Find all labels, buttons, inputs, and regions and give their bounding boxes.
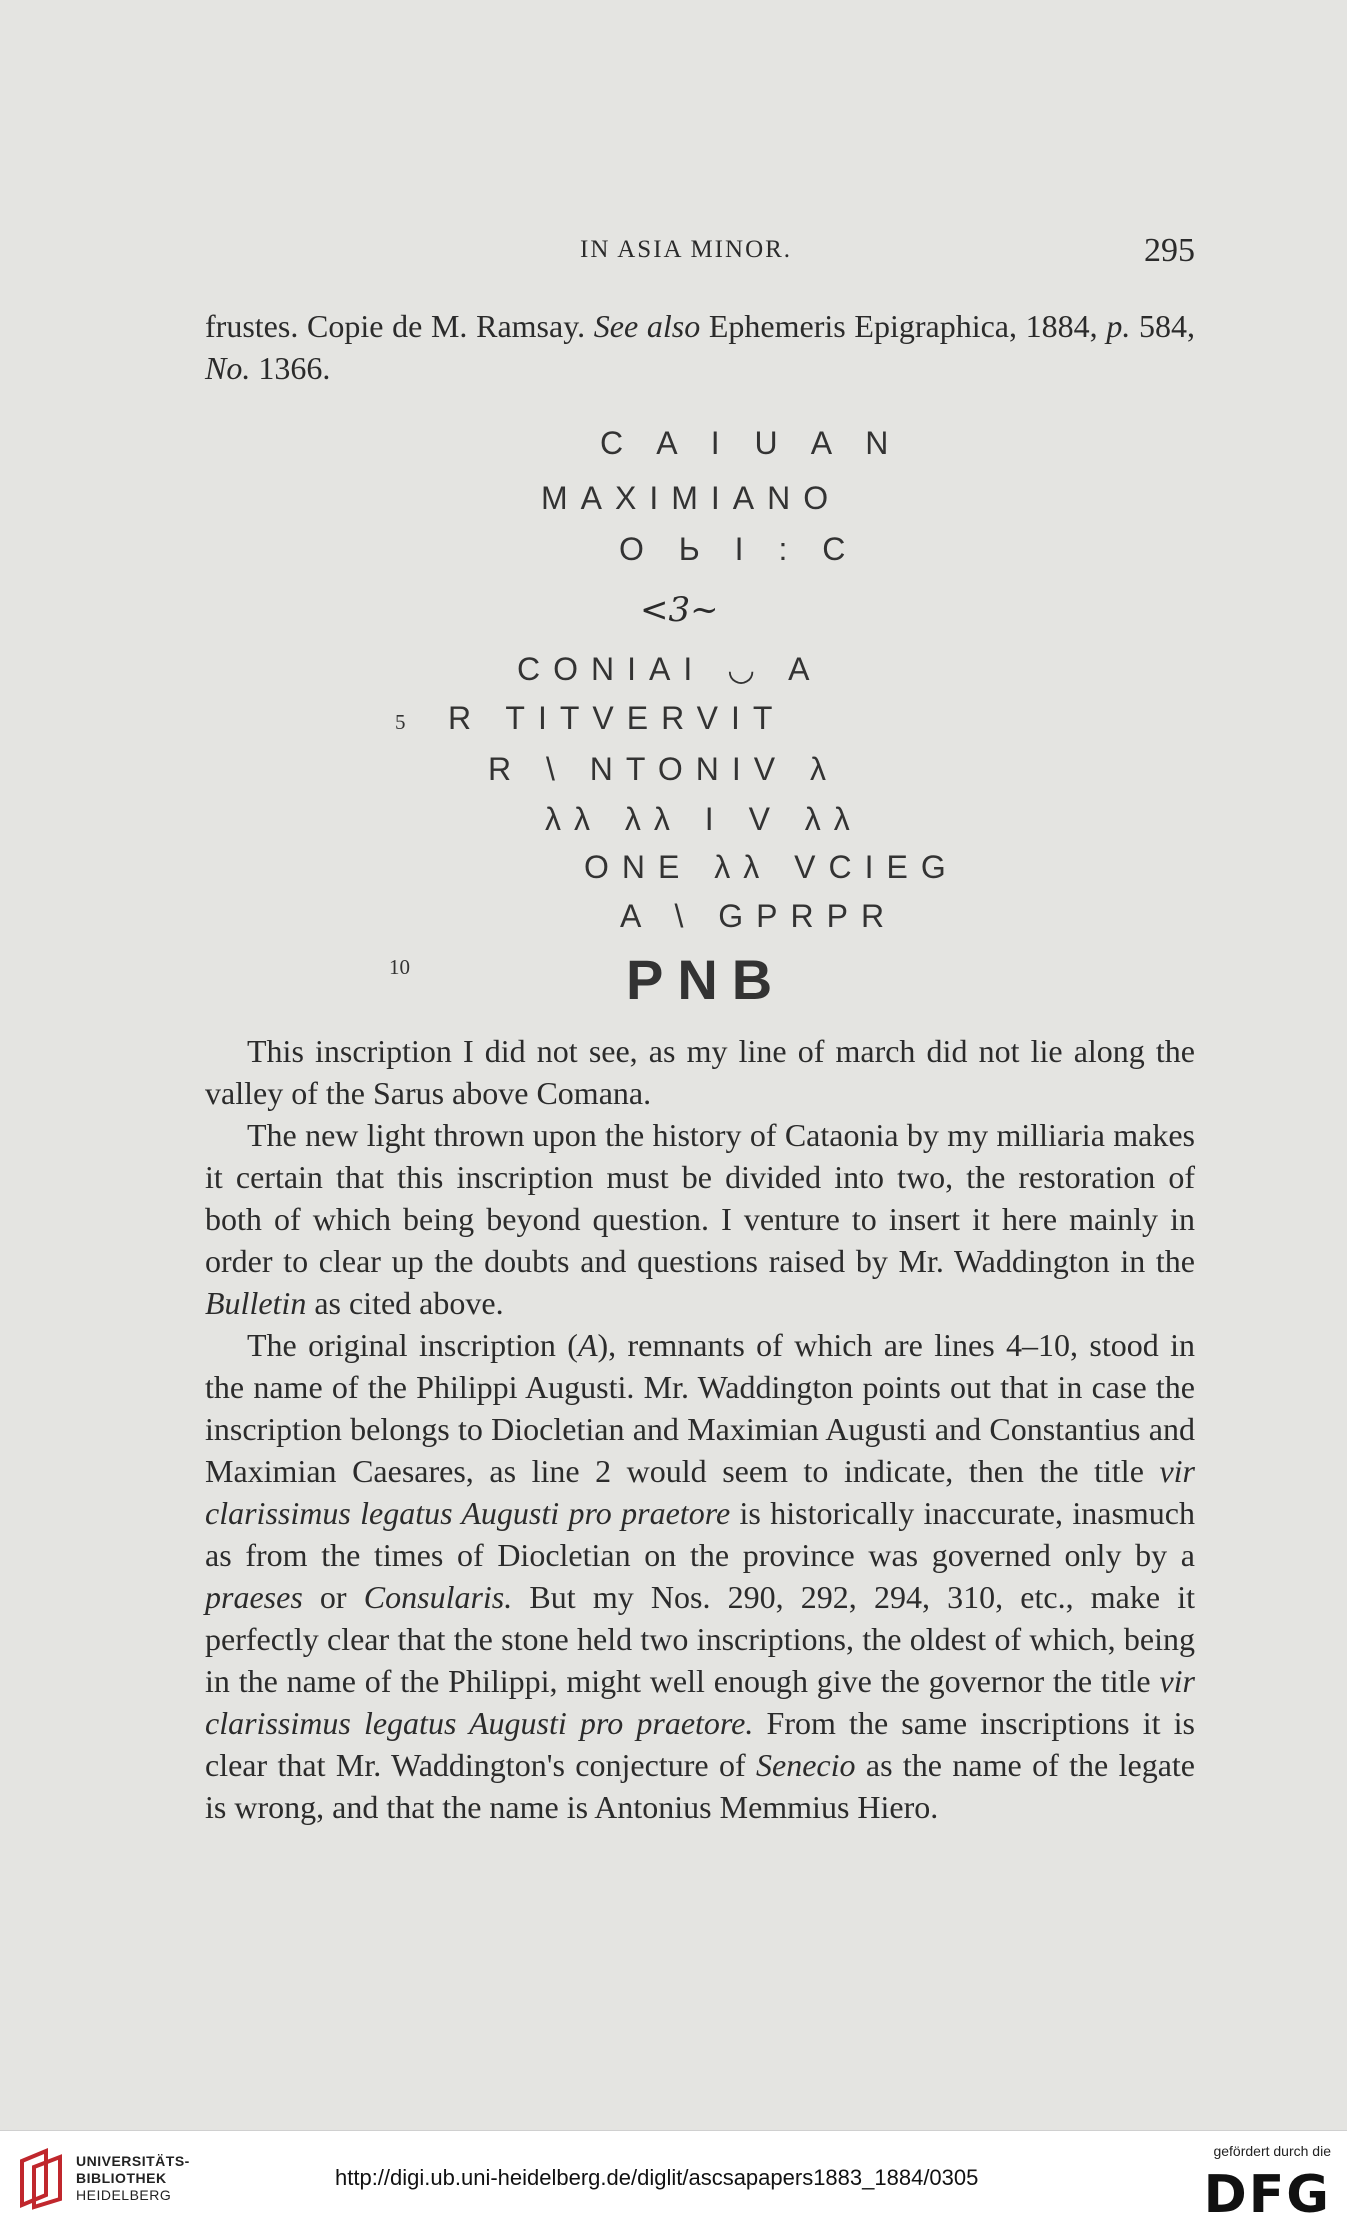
permalink-url[interactable]: http://digi.ub.uni-heidelberg.de/diglit/ascsapapers1883_1884/0305 (335, 2165, 979, 2190)
page-number: 295 (1144, 232, 1195, 269)
page-header (205, 232, 1195, 276)
inscription-line-10: PNB (626, 948, 787, 1011)
library-logo-icon (16, 2147, 68, 2211)
inscription-line-6: R \ NTONIV λ (488, 751, 839, 787)
dfg-logo: DFG (1203, 2165, 1331, 2225)
inscription-line-2: MAXIMIANO (541, 480, 842, 516)
ornament-icon: <3~ (640, 590, 719, 630)
paragraph-2: The new light thrown upon the history of Cataonia by my milliaria makes it certain that this inscription must be divided into two, the restoration of both of which being beyond question. I venture to insert it here mainly in order to clear up the doubts and questions raised by Mr. Waddington in the Bulletin as cited above. (205, 1117, 1195, 1321)
inscription-line-9: A \ GPRPR (620, 898, 898, 934)
inscription-line-1: C A I U A N (600, 425, 902, 461)
line-number-10: 10 (389, 955, 410, 979)
inscription-line-5: R TITVERVIT (448, 700, 786, 736)
line-number-5: 5 (395, 710, 406, 734)
inscription-line-4: CONIAI ◡ A (517, 651, 823, 687)
sponsor-note: gefördert durch die (1213, 2143, 1331, 2159)
running-title: IN ASIA MINOR. (580, 236, 793, 263)
paragraph-1: This inscription I did not see, as my line of march did not lie along the valley of the Sarus above Comana. (205, 1033, 1195, 1111)
inscription-line-7: λλ λλ I V λλ (545, 801, 863, 837)
intro-paragraph: frustes. Copie de M. Ramsay. See also Ephemeris Epigraphica, 1884, p. 584, No. 1366. (205, 308, 1195, 386)
body-text (205, 1030, 1195, 1828)
paragraph-3: The original inscription (A), remnants of which are lines 4–10, stood in the name of the Philippi Augusti. Mr. Waddington points out that in case the inscription belongs to Diocletian and Maximian Augusti and Constantius and Maximian Caesares, as line 2 would seem to indicate, then the title vir clarissimus legatus Augusti pro praetore is historically inaccurate, inasmuch as from the times of Diocletian on the province was governed only by a praeses or Consularis. But my Nos. 290, 292, 294, 310, etc., make it perfectly clear that the stone held two inscriptions, the oldest of which, being in the name of the Philippi, might well enough give the governor the title vir clarissimus legatus Augusti pro praetore. From the same inscriptions it is clear that Mr. Waddington's conjecture of Senecio as the name of the legate is wrong, and that the name is Antonius Memmius Hiero. (205, 1327, 1196, 1825)
viewer-footer (0, 2130, 1347, 2229)
library-name: UNIVERSITÄTS- BIBLIOTHEK HEIDELBERG (76, 2153, 190, 2203)
inscription-line-3: O Ь I : C (619, 531, 859, 567)
inscription-line-8: ONE λλ VCIEG (584, 849, 959, 885)
